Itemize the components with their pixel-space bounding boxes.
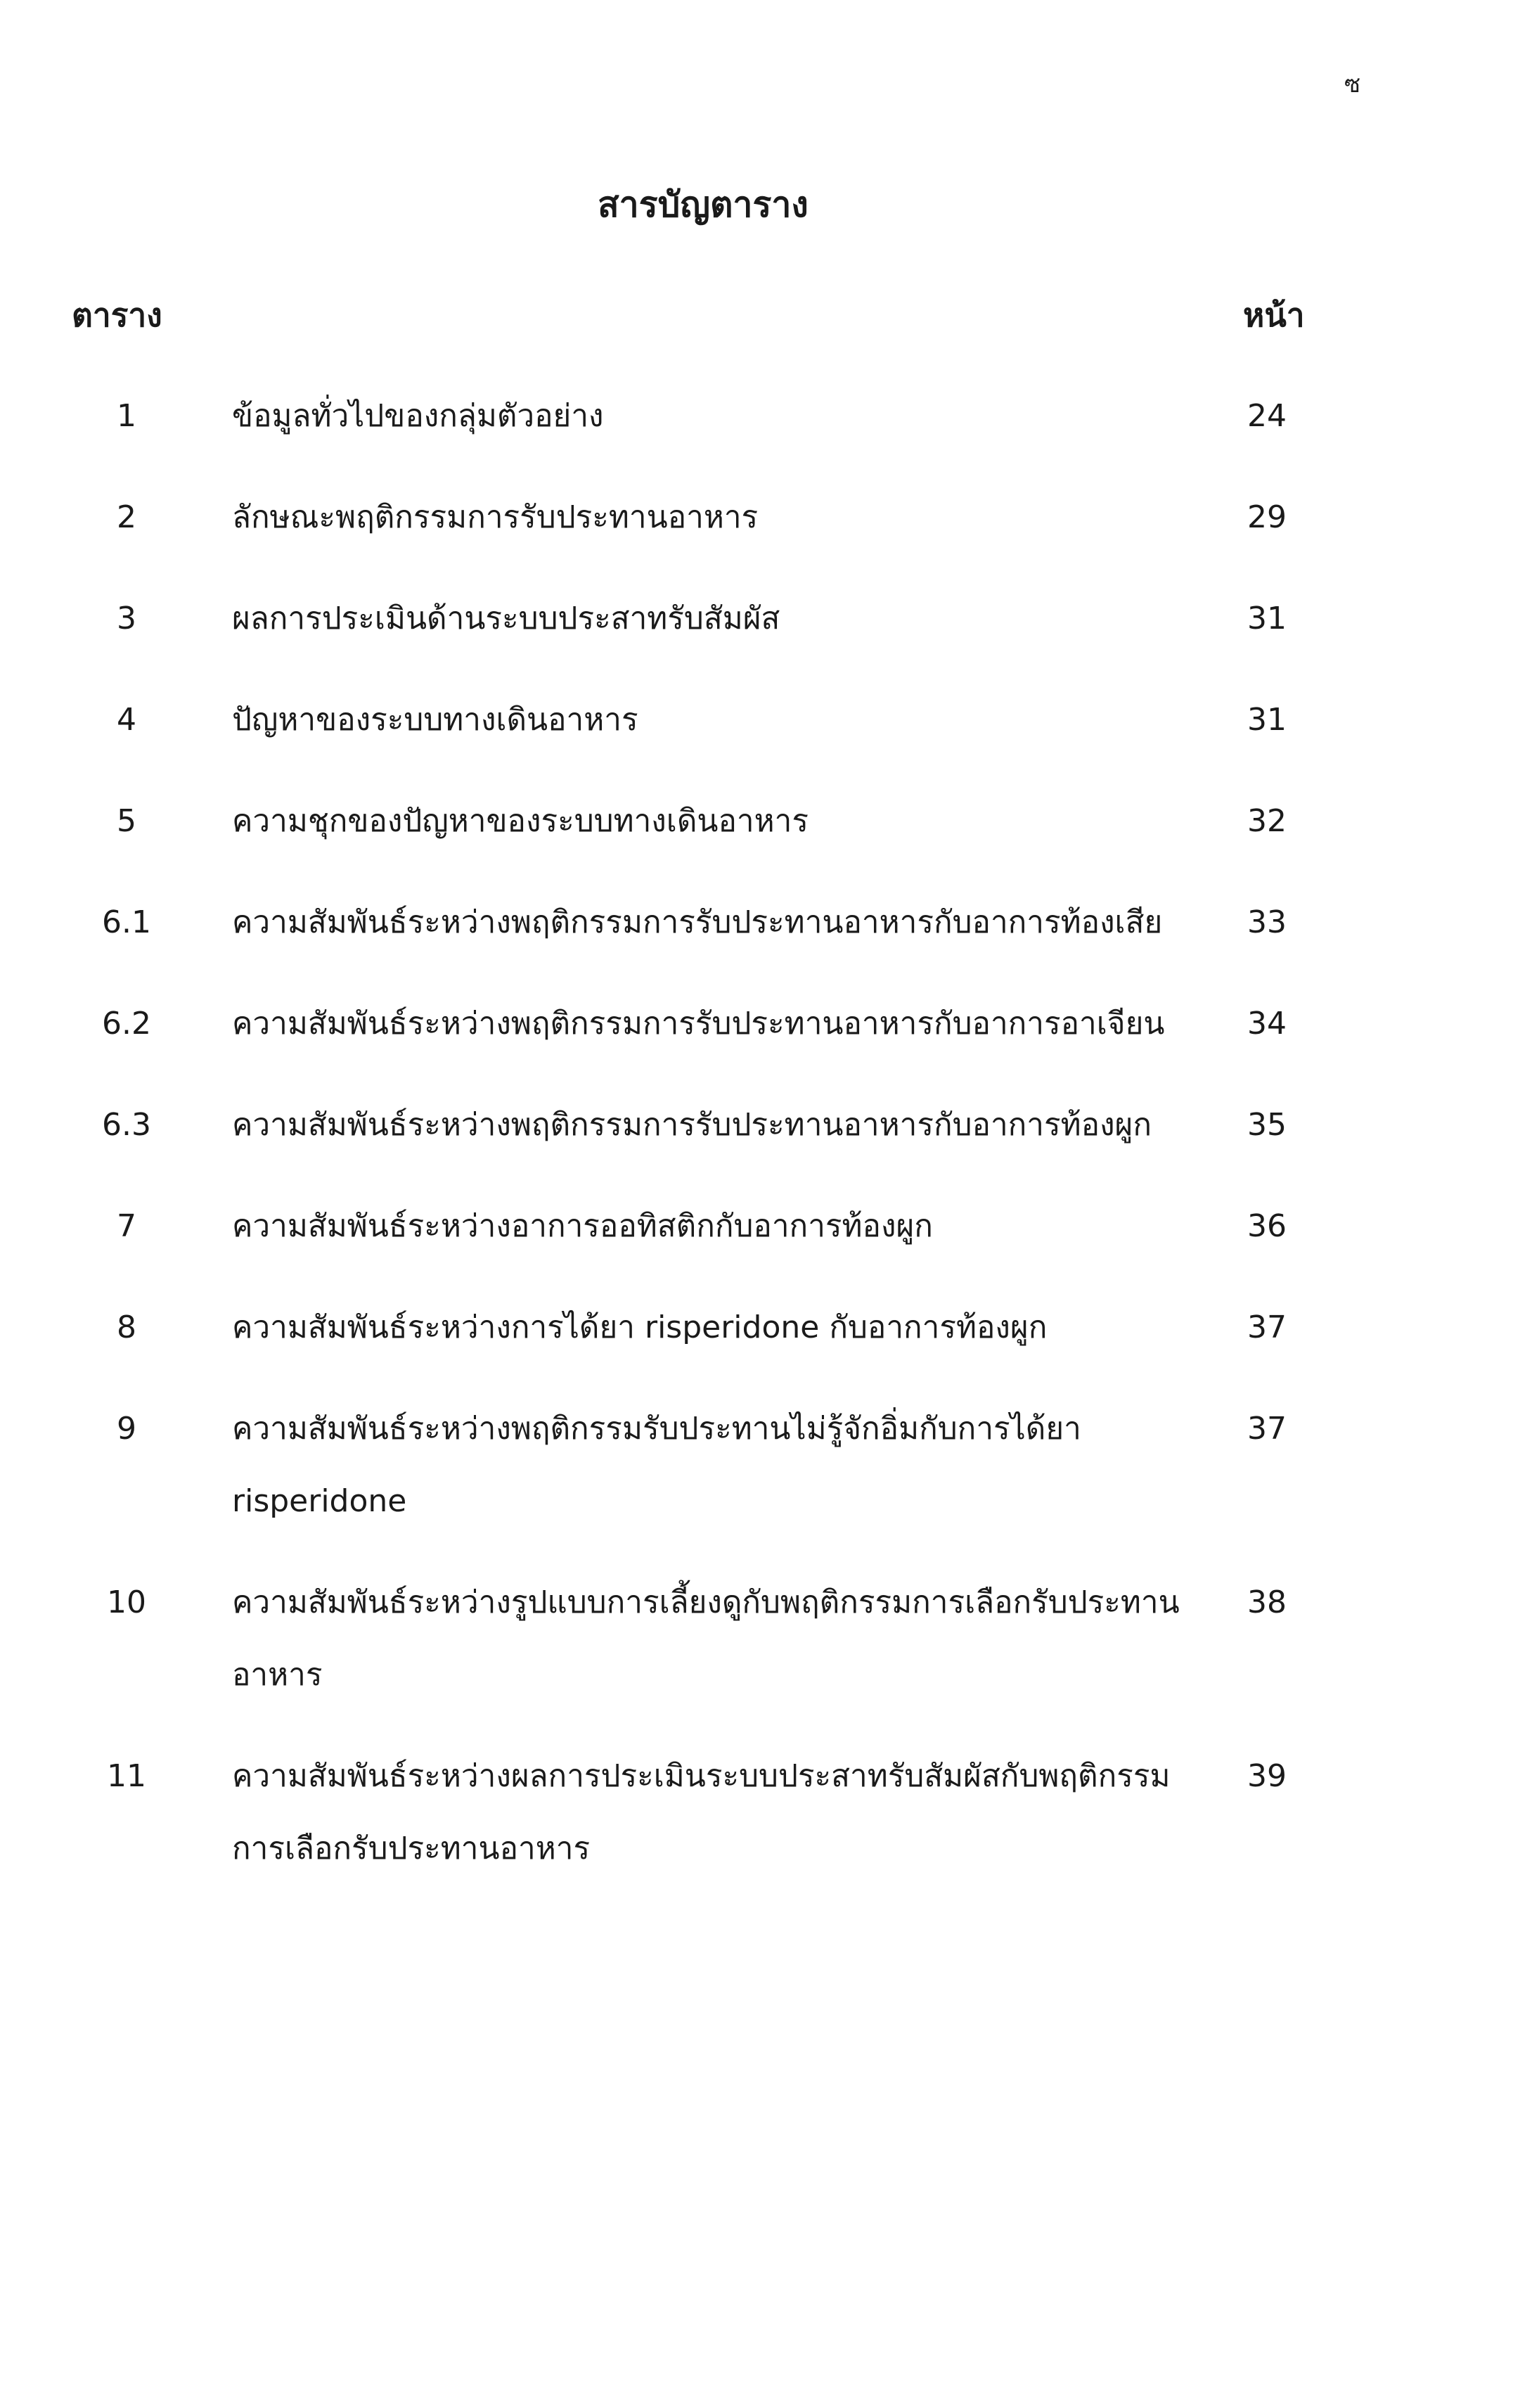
toc-entry-title-line: ความสัมพันธ์ระหว่างรูปแบบการเลี้ยงดูกับพฤติกรรมการเลือกรับประทาน xyxy=(232,1584,1180,1620)
toc-entry-title xyxy=(232,987,1165,1060)
toc-entry-number: 1 xyxy=(117,398,136,434)
toc-entry xyxy=(0,1190,1513,1262)
toc-entry-title xyxy=(232,684,1146,756)
toc-entry-title-line: ความสัมพันธ์ระหว่างพฤติกรรมการรับประทานอาหารกับอาการท้องผูก xyxy=(232,1107,1152,1143)
toc-entry-number: 6.3 xyxy=(102,1107,151,1143)
toc-entry-page: 31 xyxy=(1247,601,1287,636)
toc-entry xyxy=(0,1291,1513,1364)
toc-entry xyxy=(0,886,1513,959)
toc-entry-title xyxy=(232,380,1146,452)
toc-entry-title xyxy=(232,1740,1171,1885)
toc-entry-number: 5 xyxy=(117,803,136,839)
toc-entry-title-line: ลักษณะพฤติกรรมการรับประทานอาหาร xyxy=(232,499,759,535)
toc-entry-number: 11 xyxy=(107,1758,146,1794)
toc-entry-title-line: ความสัมพันธ์ระหว่างอาการออทิสติกกับอาการท้องผูก xyxy=(232,1208,933,1244)
page-number: ซ xyxy=(1344,70,1361,98)
toc-entry-page: 34 xyxy=(1247,1006,1287,1042)
toc-entry-title xyxy=(232,481,1146,553)
column-header-page: หน้า xyxy=(1243,296,1305,334)
toc-entry xyxy=(0,481,1513,553)
table-of-contents-list xyxy=(0,380,1513,1914)
toc-entry-number: 8 xyxy=(117,1309,136,1345)
toc-entry-number: 2 xyxy=(117,499,136,535)
toc-entry-page: 24 xyxy=(1247,398,1287,434)
toc-entry-page: 39 xyxy=(1247,1758,1287,1794)
toc-entry-title xyxy=(232,785,1146,857)
toc-entry xyxy=(0,684,1513,756)
toc-entry-number: 6.1 xyxy=(102,904,151,940)
toc-entry-title-line: ความสัมพันธ์ระหว่างผลการประเมินระบบประสาทรับสัมผัสกับพฤติกรรม xyxy=(232,1758,1171,1794)
page-title: สารบัญตาราง xyxy=(598,184,809,225)
toc-entry-title-line: ความสัมพันธ์ระหว่างการได้ยา risperidone กับอาการท้องผูก xyxy=(232,1309,1048,1345)
toc-entry-number: 10 xyxy=(107,1584,146,1620)
toc-entry-page: 36 xyxy=(1247,1208,1287,1244)
toc-entry-title xyxy=(232,1190,1146,1262)
toc-entry-page: 38 xyxy=(1247,1584,1287,1620)
toc-entry-page: 37 xyxy=(1247,1411,1287,1447)
toc-entry xyxy=(0,1392,1513,1537)
toc-entry xyxy=(0,380,1513,452)
toc-entry-title-line: อาหาร xyxy=(232,1657,323,1693)
toc-entry-title xyxy=(232,1089,1152,1161)
toc-entry-title-line: ผลการประเมินด้านระบบประสาทรับสัมผัส xyxy=(232,601,780,636)
toc-entry-title xyxy=(232,1566,1180,1711)
toc-entry xyxy=(0,987,1513,1060)
toc-entry-page: 33 xyxy=(1247,904,1287,940)
toc-entry-number: 4 xyxy=(117,702,136,738)
toc-entry-title xyxy=(232,1291,1146,1364)
toc-entry-title-line: ความสัมพันธ์ระหว่างพฤติกรรมการรับประทานอาหารกับอาการท้องเสีย xyxy=(232,904,1163,940)
toc-entry xyxy=(0,1566,1513,1711)
toc-entry-title-line: การเลือกรับประทานอาหาร xyxy=(232,1831,591,1866)
toc-entry-title-line: risperidone xyxy=(232,1483,407,1519)
toc-entry-title-line: ความสัมพันธ์ระหว่างพฤติกรรมรับประทานไม่รู้จักอิ่มกับการได้ยา xyxy=(232,1411,1081,1447)
toc-entry-number: 7 xyxy=(117,1208,136,1244)
toc-entry-title-line: ความสัมพันธ์ระหว่างพฤติกรรมการรับประทานอาหารกับอาการอาเจียน xyxy=(232,1006,1165,1042)
toc-entry-page: 35 xyxy=(1247,1107,1287,1143)
toc-entry-title xyxy=(232,1392,1146,1537)
toc-entry-number: 6.2 xyxy=(102,1006,151,1042)
toc-entry-title xyxy=(232,582,1146,655)
toc-entry xyxy=(0,1089,1513,1161)
toc-entry-title-line: ปัญหาของระบบทางเดินอาหาร xyxy=(232,702,638,738)
toc-entry-page: 29 xyxy=(1247,499,1287,535)
toc-entry-number: 3 xyxy=(117,601,136,636)
toc-entry xyxy=(0,785,1513,857)
toc-entry-number: 9 xyxy=(117,1411,136,1447)
toc-entry-page: 31 xyxy=(1247,702,1287,738)
column-header-table: ตาราง xyxy=(72,296,162,334)
toc-entry-title-line: ความชุกของปัญหาของระบบทางเดินอาหาร xyxy=(232,803,809,839)
toc-entry xyxy=(0,1740,1513,1885)
toc-entry xyxy=(0,582,1513,655)
toc-entry-page: 37 xyxy=(1247,1309,1287,1345)
toc-entry-page: 32 xyxy=(1247,803,1287,839)
toc-entry-title xyxy=(232,886,1163,959)
toc-entry-title-line: ข้อมูลทั่วไปของกลุ่มตัวอย่าง xyxy=(232,398,604,434)
